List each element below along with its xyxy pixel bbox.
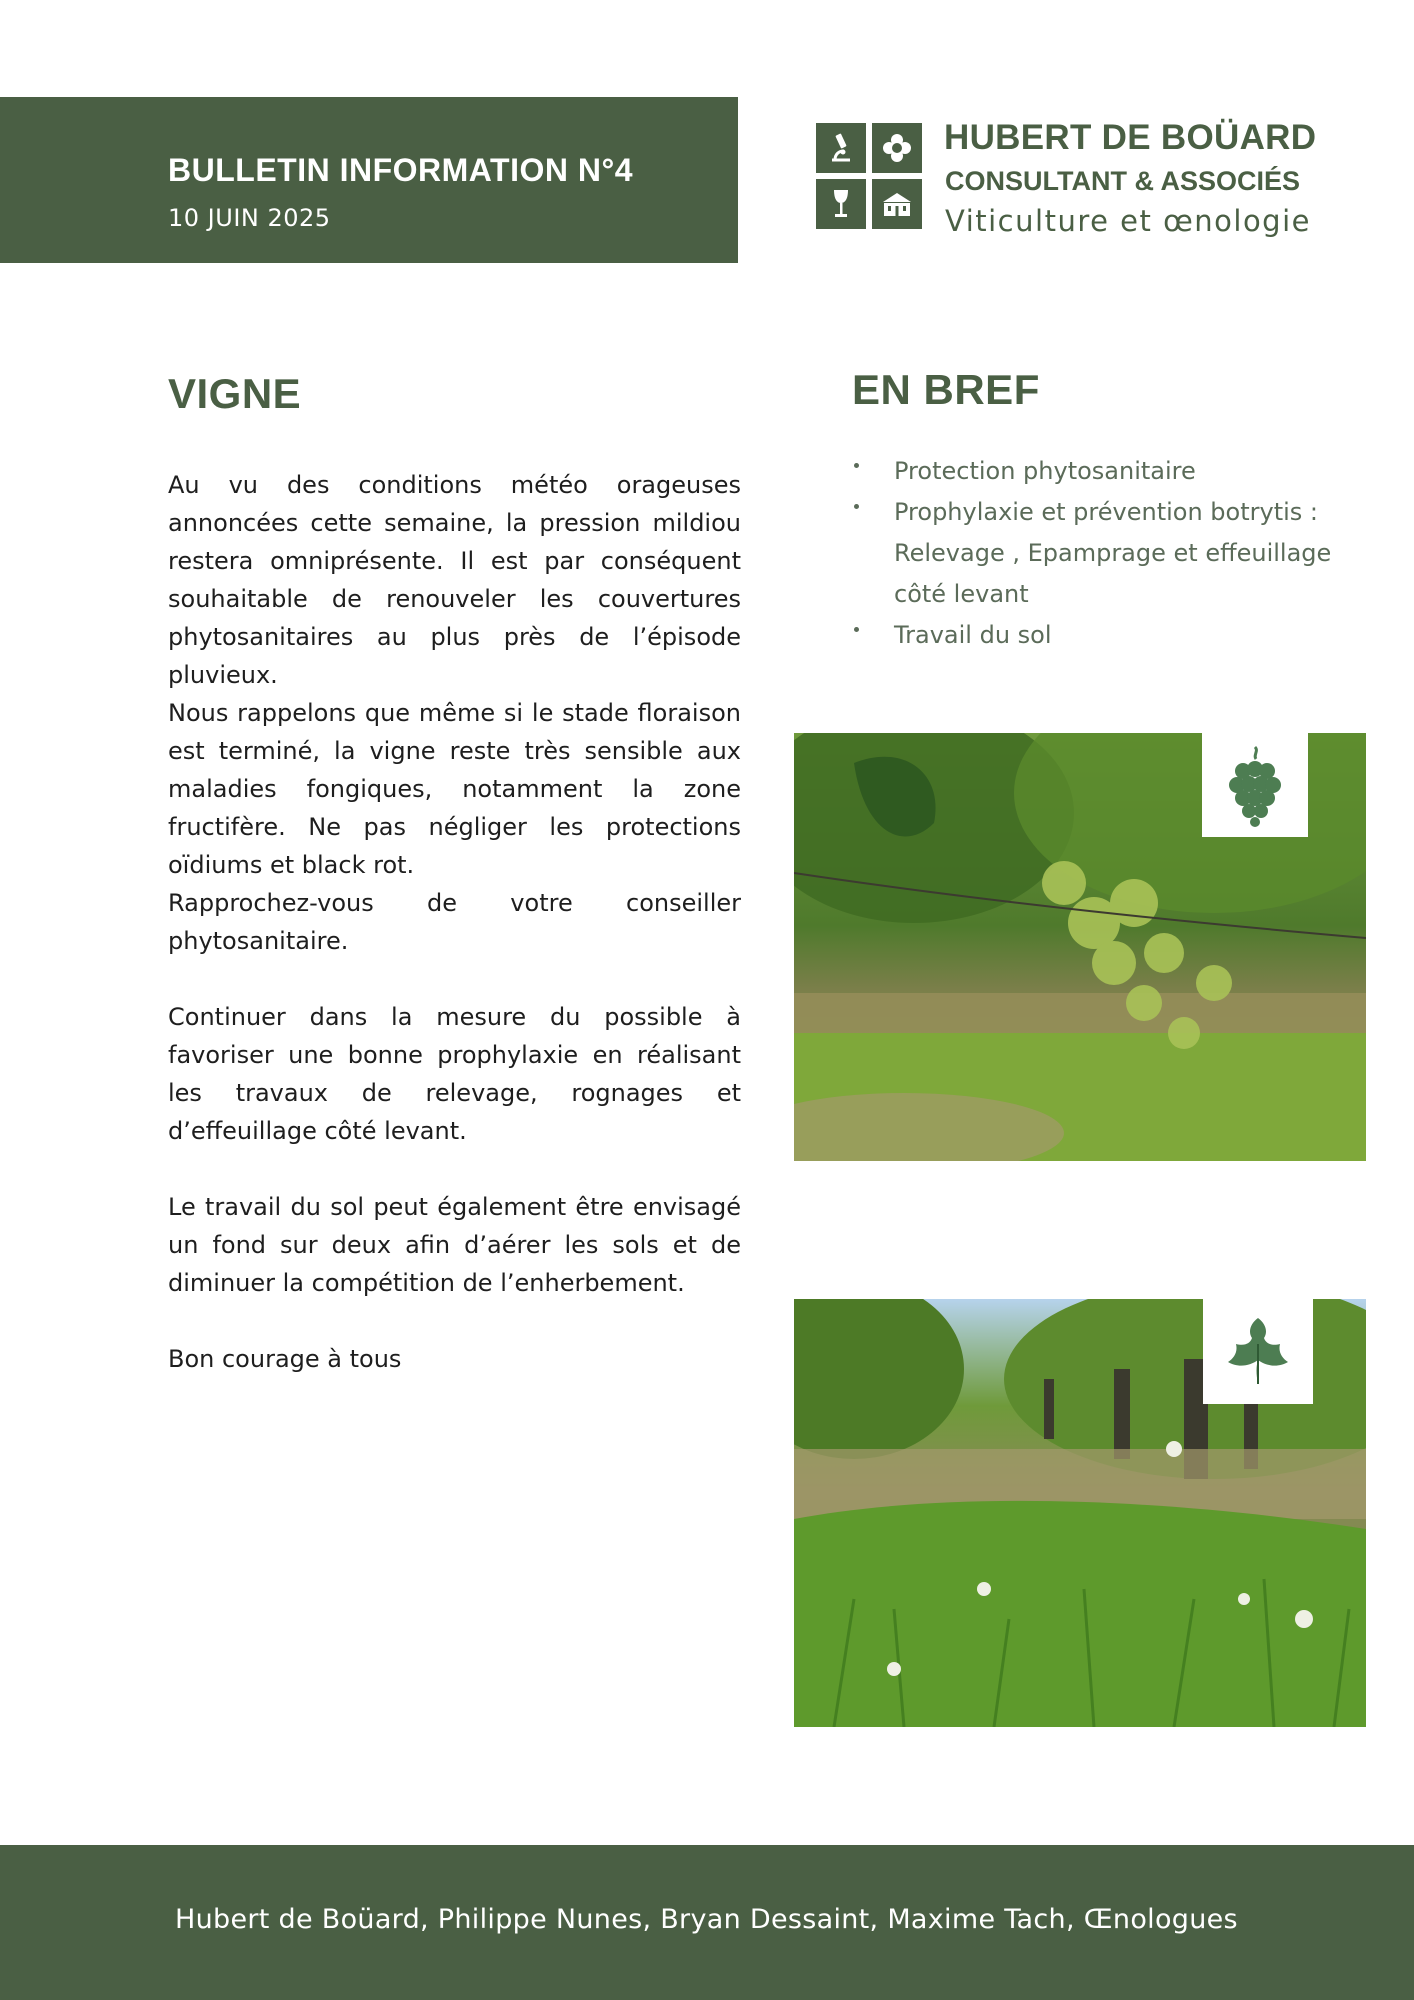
footer-authors: Hubert de Boüard, Philippe Nunes, Bryan Dessaint, Maxime Tach, Œnologues xyxy=(175,1904,1238,1935)
vine-grapes-photo xyxy=(794,733,1366,1161)
bulletin-date: 10 JUIN 2025 xyxy=(168,204,331,232)
vigne-title: VIGNE xyxy=(168,370,302,417)
microscope-icon xyxy=(816,123,866,173)
vigne-paragraph: Au vu des conditions météo orageuses annoncées cette semaine, la pression mildiou restera omniprésente. Il est par conséquent souhaitable de renouveler les couvertures phytosanitaires au plus près de l’épisode pluvieux. xyxy=(168,471,741,689)
chateau-icon xyxy=(872,179,922,229)
vigne-paragraph: Nous rappelons que même si le stade floraison est terminé, la vigne reste très sensible aux maladies fongiques, notamment la zone fructifère. Ne pas négliger les protections oïdiums et black rot. xyxy=(168,699,741,879)
list-item: Prophylaxie et prévention botrytis : Relevage , Epamprage et effeuillage côté levant xyxy=(852,492,1332,615)
grape-badge xyxy=(1202,733,1308,837)
vigne-paragraph: Le travail du sol peut également être envisagé un fond sur deux afin d’aérer les sols et de diminuer la compétition de l’enherbement. xyxy=(168,1193,741,1297)
flower-icon xyxy=(872,123,922,173)
vine-leaf-icon xyxy=(1220,1314,1296,1390)
vigne-body xyxy=(168,466,741,1378)
brand-logo xyxy=(816,123,924,231)
wine-glass-icon xyxy=(816,179,866,229)
vigne-paragraph: Continuer dans la mesure du possible à favoriser une bonne prophylaxie en réalisant les travaux de relevage, rognages et d’effeuillage côté levant. xyxy=(168,1003,741,1145)
leaf-badge xyxy=(1203,1299,1313,1404)
grape-cluster-icon xyxy=(1225,743,1285,827)
vigne-closing: Bon courage à tous xyxy=(168,1345,402,1373)
brand-subtitle: CONSULTANT & ASSOCIÉS xyxy=(945,166,1301,196)
brand-name: HUBERT DE BOÜARD xyxy=(944,118,1317,157)
en-bref-list xyxy=(852,451,1332,656)
bulletin-title: BULLETIN INFORMATION N°4 xyxy=(168,152,634,188)
list-item: Travail du sol xyxy=(852,615,1332,656)
vineyard-row-photo xyxy=(794,1299,1366,1727)
vigne-paragraph: Rapprochez-vous de votre conseiller phytosanitaire. xyxy=(168,889,741,955)
brand-tagline: Viticulture et œnologie xyxy=(945,204,1311,238)
list-item: Protection phytosanitaire xyxy=(852,451,1332,492)
en-bref-title: EN BREF xyxy=(852,366,1040,413)
